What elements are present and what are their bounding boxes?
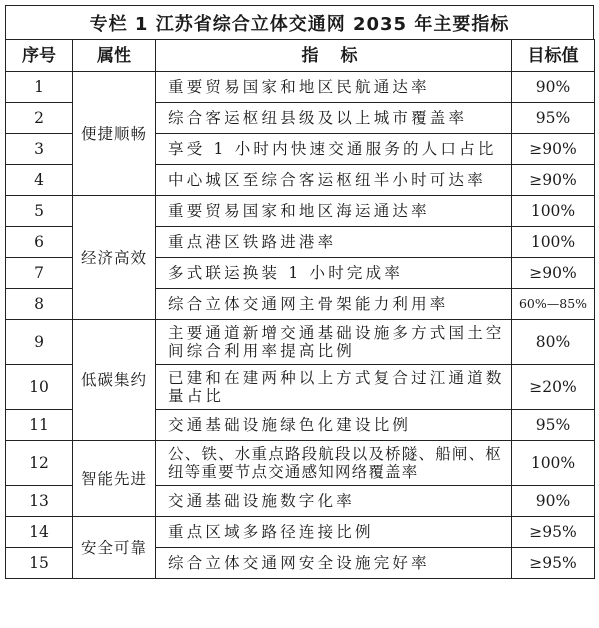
- target-cell: ≥95%: [512, 517, 595, 548]
- attribute-group: 便捷顺畅: [73, 72, 156, 196]
- indicator-cell: 主要通道新增交通基础设施多方式国土空间综合利用率提高比例: [156, 320, 512, 365]
- target-cell: 100%: [512, 227, 595, 258]
- row-number: 12: [6, 441, 73, 486]
- attribute-group: 经济高效: [73, 196, 156, 320]
- indicator-cell: 重要贸易国家和地区海运通达率: [156, 196, 512, 227]
- indicator-cell: 综合立体交通网安全设施完好率: [156, 548, 512, 579]
- indicator-cell: 重要贸易国家和地区民航通达率: [156, 72, 512, 103]
- target-cell: 95%: [512, 410, 595, 441]
- header-indicator: 指 标: [156, 40, 512, 72]
- indicator-table: [5, 39, 595, 579]
- indicator-cell: 重点区域多路径连接比例: [156, 517, 512, 548]
- table-title: 专栏 1 江苏省综合立体交通网 2035 年主要指标: [5, 5, 594, 39]
- indicator-cell: 已建和在建两种以上方式复合过江通道数量占比: [156, 365, 512, 410]
- row-number: 14: [6, 517, 73, 548]
- header-row: [6, 40, 595, 72]
- table-row: [6, 517, 595, 548]
- target-cell: ≥95%: [512, 548, 595, 579]
- row-number: 8: [6, 289, 73, 320]
- row-number: 9: [6, 320, 73, 365]
- row-number: 3: [6, 134, 73, 165]
- table-row: [6, 196, 595, 227]
- attribute-group: 安全可靠: [73, 517, 156, 579]
- attribute-group: 低碳集约: [73, 320, 156, 441]
- row-number: 11: [6, 410, 73, 441]
- indicator-cell: 综合客运枢纽县级及以上城市覆盖率: [156, 103, 512, 134]
- indicator-cell: 多式联运换装 1 小时完成率: [156, 258, 512, 289]
- row-number: 5: [6, 196, 73, 227]
- target-cell: ≥20%: [512, 365, 595, 410]
- row-number: 15: [6, 548, 73, 579]
- target-cell: 100%: [512, 196, 595, 227]
- target-cell: 90%: [512, 486, 595, 517]
- indicator-cell: 享受 1 小时内快速交通服务的人口占比: [156, 134, 512, 165]
- target-cell: ≥90%: [512, 165, 595, 196]
- target-cell: 60%—85%: [512, 289, 595, 320]
- header-attr: 属性: [73, 40, 156, 72]
- target-cell: ≥90%: [512, 258, 595, 289]
- row-number: 10: [6, 365, 73, 410]
- table-row: [6, 72, 595, 103]
- target-cell: 95%: [512, 103, 595, 134]
- indicator-cell: 中心城区至综合客运枢纽半小时可达率: [156, 165, 512, 196]
- indicator-cell: 重点港区铁路进港率: [156, 227, 512, 258]
- table-row: [6, 320, 595, 365]
- row-number: 13: [6, 486, 73, 517]
- row-number: 1: [6, 72, 73, 103]
- target-cell: 100%: [512, 441, 595, 486]
- indicator-cell: 公、铁、水重点路段航段以及桥隧、船闸、枢纽等重要节点交通感知网络覆盖率: [156, 441, 512, 486]
- attribute-group: 智能先进: [73, 441, 156, 517]
- target-cell: 90%: [512, 72, 595, 103]
- row-number: 2: [6, 103, 73, 134]
- header-target: 目标值: [512, 40, 595, 72]
- header-seq: 序号: [6, 40, 73, 72]
- indicator-cell: 综合立体交通网主骨架能力利用率: [156, 289, 512, 320]
- indicator-cell: 交通基础设施数字化率: [156, 486, 512, 517]
- row-number: 6: [6, 227, 73, 258]
- table-row: [6, 441, 595, 486]
- indicator-cell: 交通基础设施绿色化建设比例: [156, 410, 512, 441]
- target-cell: ≥90%: [512, 134, 595, 165]
- row-number: 7: [6, 258, 73, 289]
- target-cell: 80%: [512, 320, 595, 365]
- indicator-panel: [5, 5, 594, 579]
- row-number: 4: [6, 165, 73, 196]
